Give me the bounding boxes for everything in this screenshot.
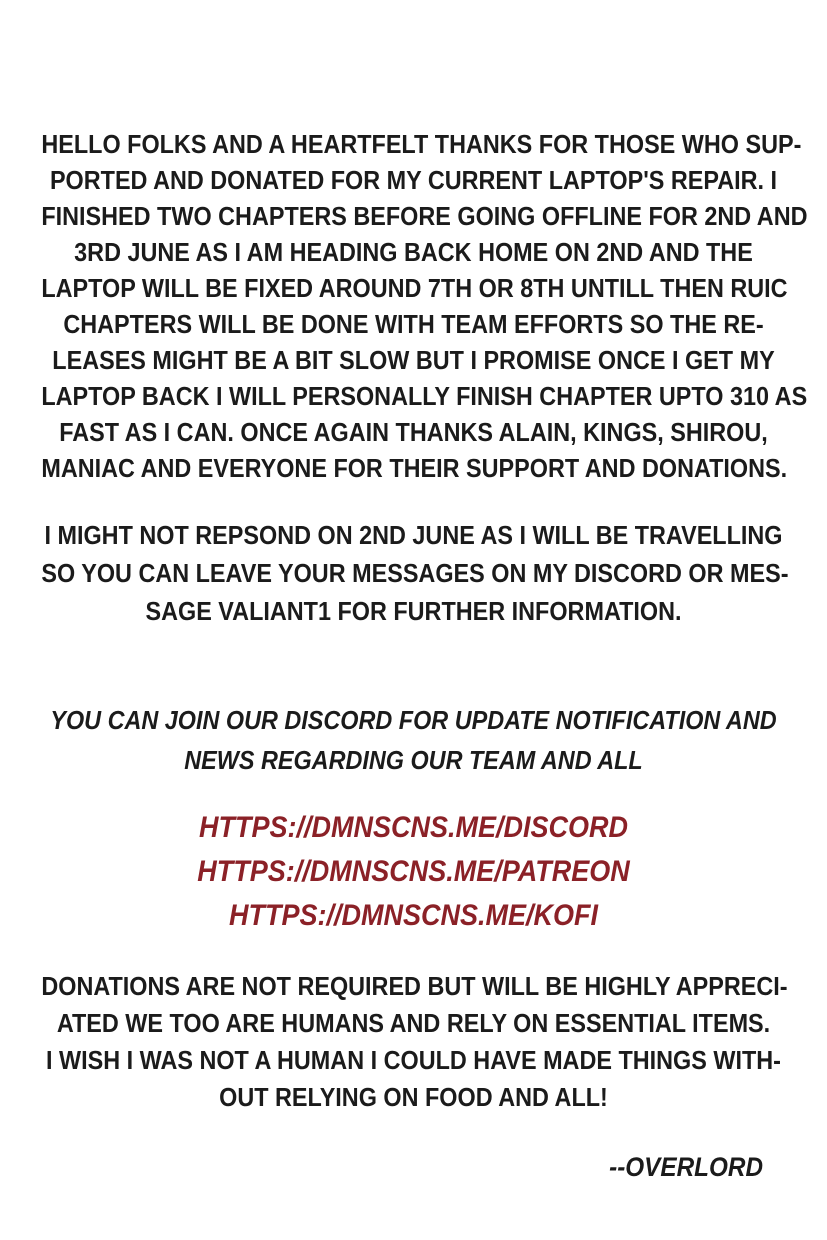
- paragraph-line: PORTED AND DONATED FOR MY CURRENT LAPTOP'S REPAIR. I: [49, 165, 778, 195]
- signature: [0, 1150, 827, 1184]
- patreon-link[interactable]: HTTPS://DMNSCNS.ME/PATREON: [197, 855, 630, 888]
- paragraph-line: LAPTOP WILL BE FIXED AROUND 7TH OR 8TH UNTILL THEN RUIC: [41, 273, 788, 303]
- paragraph-line: FAST AS I CAN. ONCE AGAIN THANKS ALAIN, KINGS, SHIROU,: [59, 417, 768, 447]
- paragraph-line: NEWS REGARDING OUR TEAM AND ALL: [184, 745, 643, 775]
- paragraph-line: DONATIONS ARE NOT REQUIRED BUT WILL BE HIGHLY APPRECI-: [41, 971, 788, 1001]
- thanks-paragraph: [0, 126, 827, 486]
- discord-invite-paragraph: [0, 700, 827, 780]
- signature-text: --OVERLORD: [609, 1152, 763, 1182]
- paragraph-line: YOU CAN JOIN OUR DISCORD FOR UPDATE NOTIFICATION AND: [50, 705, 777, 735]
- paragraph-line: LEASES MIGHT BE A BIT SLOW BUT I PROMISE ONCE I GET MY: [52, 345, 775, 375]
- kofi-link[interactable]: HTTPS://DMNSCNS.ME/KOFI: [229, 899, 598, 932]
- paragraph-line: 3RD JUNE AS I AM HEADING BACK HOME ON 2ND AND THE: [74, 237, 753, 267]
- paragraph-line: MANIAC AND EVERYONE FOR THEIR SUPPORT AND DONATIONS.: [41, 453, 788, 483]
- travel-notice-paragraph: [0, 516, 827, 630]
- paragraph-line: HELLO FOLKS AND A HEARTFELT THANKS FOR THOSE WHO SUP-: [41, 129, 802, 159]
- donation-note-paragraph: [0, 968, 827, 1116]
- paragraph-line: ATED WE TOO ARE HUMANS AND RELY ON ESSENTIAL ITEMS.: [56, 1008, 771, 1038]
- paragraph-line: SAGE VALIANT1 FOR FURTHER INFORMATION.: [145, 596, 682, 626]
- discord-link[interactable]: HTTPS://DMNSCNS.ME/DISCORD: [198, 811, 629, 844]
- paragraph-line: I WISH I WAS NOT A HUMAN I COULD HAVE MADE THINGS WITH-: [46, 1045, 781, 1075]
- paragraph-line: FINISHED TWO CHAPTERS BEFORE GOING OFFLINE FOR 2ND AND: [41, 201, 808, 231]
- paragraph-line: CHAPTERS WILL BE DONE WITH TEAM EFFORTS SO THE RE-: [63, 309, 764, 339]
- paragraph-line: OUT RELYING ON FOOD AND ALL!: [219, 1082, 608, 1112]
- paragraph-line: LAPTOP BACK I WILL PERSONALLY FINISH CHAPTER UPTO 310 AS: [41, 381, 808, 411]
- paragraph-line: SO YOU CAN LEAVE YOUR MESSAGES ON MY DISCORD OR MES-: [41, 558, 789, 588]
- links-list: [0, 806, 827, 938]
- paragraph-line: I MIGHT NOT REPSOND ON 2ND JUNE AS I WILL BE TRAVELLING: [44, 520, 783, 550]
